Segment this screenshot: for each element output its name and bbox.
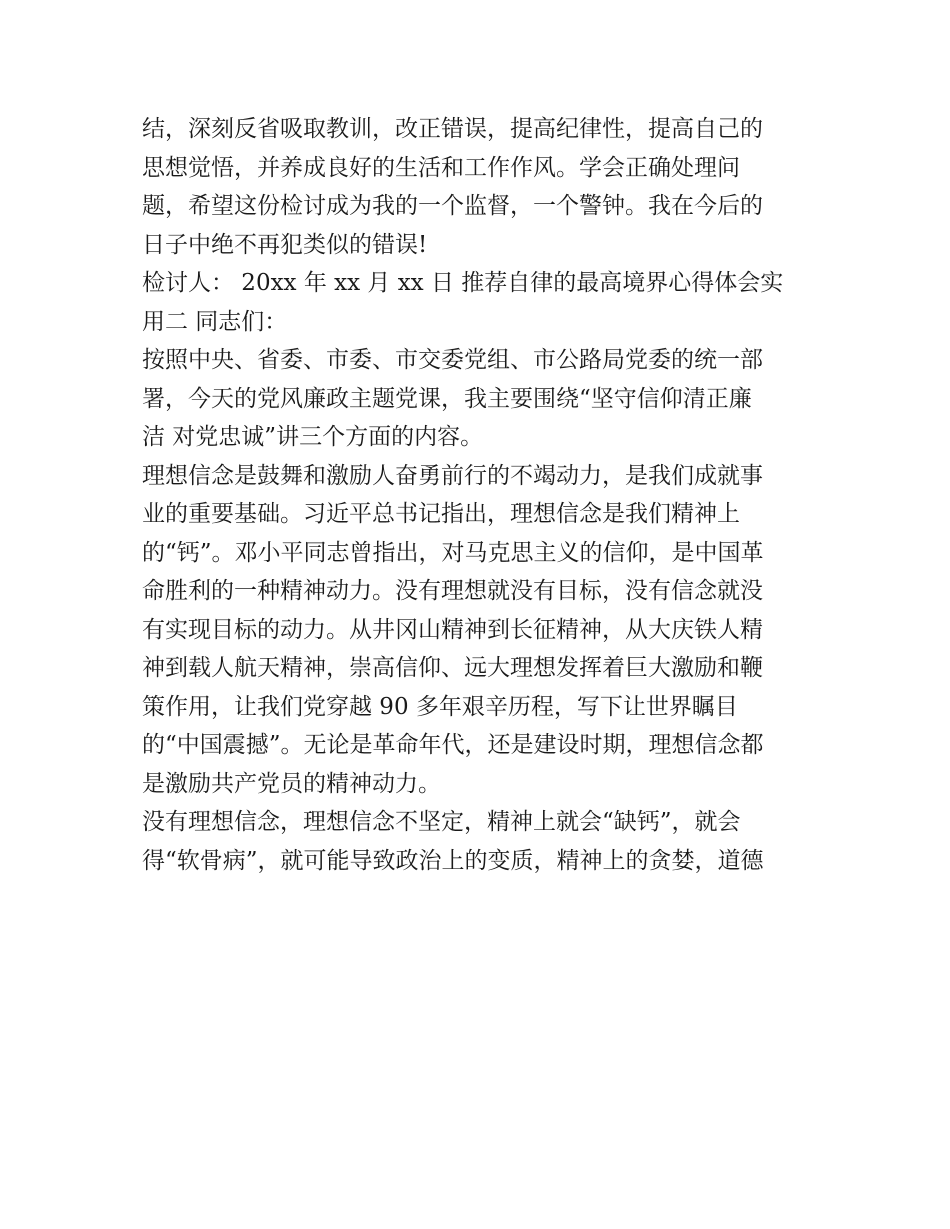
text-line: 题，希望这份检讨成为我的一个监督，一个警钟。我在今后的 [142, 193, 763, 219]
text-line: 的“中国震撼”。无论是革命年代，还是建设时期，理想信念都 [142, 732, 764, 758]
text-line: 署，今天的党风廉政主题党课，我主要围绕“坚守信仰清正廉 [142, 385, 752, 412]
text-line: 用二 同志们： [142, 308, 288, 335]
text-line: 按照中央、省委、市委、市交委党组、市公路局党委的统一部 [142, 347, 763, 373]
text-line: 没有理想信念，理想信念不坚定，精神上就会“缺钙”，就会 [142, 809, 741, 835]
text-line: 理想信念是鼓舞和激励人奋勇前行的不竭动力，是我们成就事 [142, 462, 763, 489]
text-line: 神到载人航天精神，崇高信仰、远大理想发挥着巨大激励和鞭 [142, 655, 763, 681]
text-line: 得“软骨病”，就可能导致政治上的变质，精神上的贪婪，道德 [142, 847, 764, 874]
text-line: 思想觉悟，并养成良好的生活和工作作风。学会正确处理问 [142, 154, 740, 181]
text-line: 的“钙”。邓小平同志曾指出，对马克思主义的信仰，是中国革 [142, 539, 764, 566]
text-line: 命胜利的一种精神动力。没有理想就没有目标，没有信念就没 [142, 578, 763, 604]
text-line: 有实现目标的动力。从井冈山精神到长征精神，从大庆铁人精 [142, 616, 763, 643]
text-line: 是激励共产党员的精神动力。 [142, 770, 441, 797]
text-line: 策作用，让我们党穿越 90 多年艰辛历程，写下让世界瞩目 [142, 693, 738, 720]
text-line: 结，深刻反省吸取教训，改正错误，提高纪律性，提高自己的 [142, 116, 763, 142]
text-line: 洁 对党忠诚”讲三个方面的内容。 [142, 424, 484, 450]
document-body [142, 110, 822, 880]
text-line: 业的重要基础。习近平总书记指出，理想信念是我们精神上 [142, 501, 740, 527]
text-line: 日子中绝不再犯类似的错误! [142, 231, 428, 258]
text-line: 检讨人： 20xx 年 xx 月 xx 日 推荐自律的最高境界心得体会实 [142, 270, 784, 296]
